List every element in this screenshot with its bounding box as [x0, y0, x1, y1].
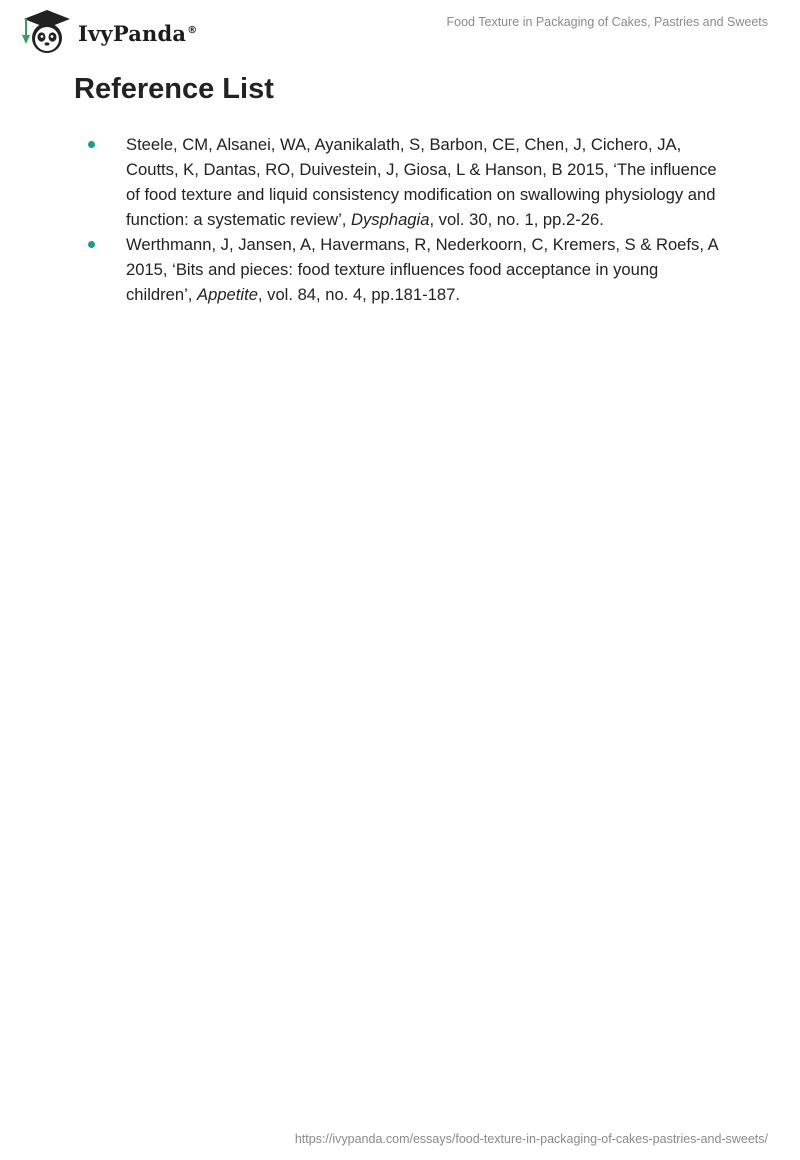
running-title: Food Texture in Packaging of Cakes, Pastries and Sweets [446, 15, 768, 29]
reference-text: Werthmann, J, Jansen, A, Havermans, R, Nederkoorn, C, Kremers, S & Roefs, A 2015, ‘Bits and pieces: food texture influences food acceptance in young children’, [126, 235, 718, 304]
brand-name: IvyPanda® [78, 20, 198, 46]
reference-text: Steele, CM, Alsanei, WA, Ayanikalath, S, Barbon, CE, Chen, J, Cichero, JA, Coutts, K, Dantas, RO, Duivestein, J, Giosa, L & Hanson, B 2015, ‘The influence of food texture and liquid consistency modification on swallowing physiology and function: a systematic review’, [126, 135, 717, 229]
page-header [0, 0, 800, 60]
reference-details: , vol. 84, no. 4, pp.181-187. [257, 285, 460, 304]
reference-journal: Dysphagia [351, 210, 430, 229]
reference-details: , vol. 30, no. 1, pp.2-26. [429, 210, 604, 229]
reference-list [126, 132, 726, 307]
bullet-icon [88, 241, 95, 248]
reference-journal: Appetite [197, 285, 258, 304]
reference-item [126, 232, 726, 307]
panda-graduation-cap-icon [16, 8, 74, 56]
source-url[interactable]: https://ivypanda.com/essays/food-texture-in-packaging-of-cakes-pastries-and-sweets/ [294, 1132, 768, 1146]
reference-item [126, 132, 726, 232]
page-title: Reference List [74, 73, 274, 105]
registered-mark: ® [187, 24, 198, 36]
brand-logo[interactable] [16, 8, 197, 56]
bullet-icon [88, 141, 95, 148]
